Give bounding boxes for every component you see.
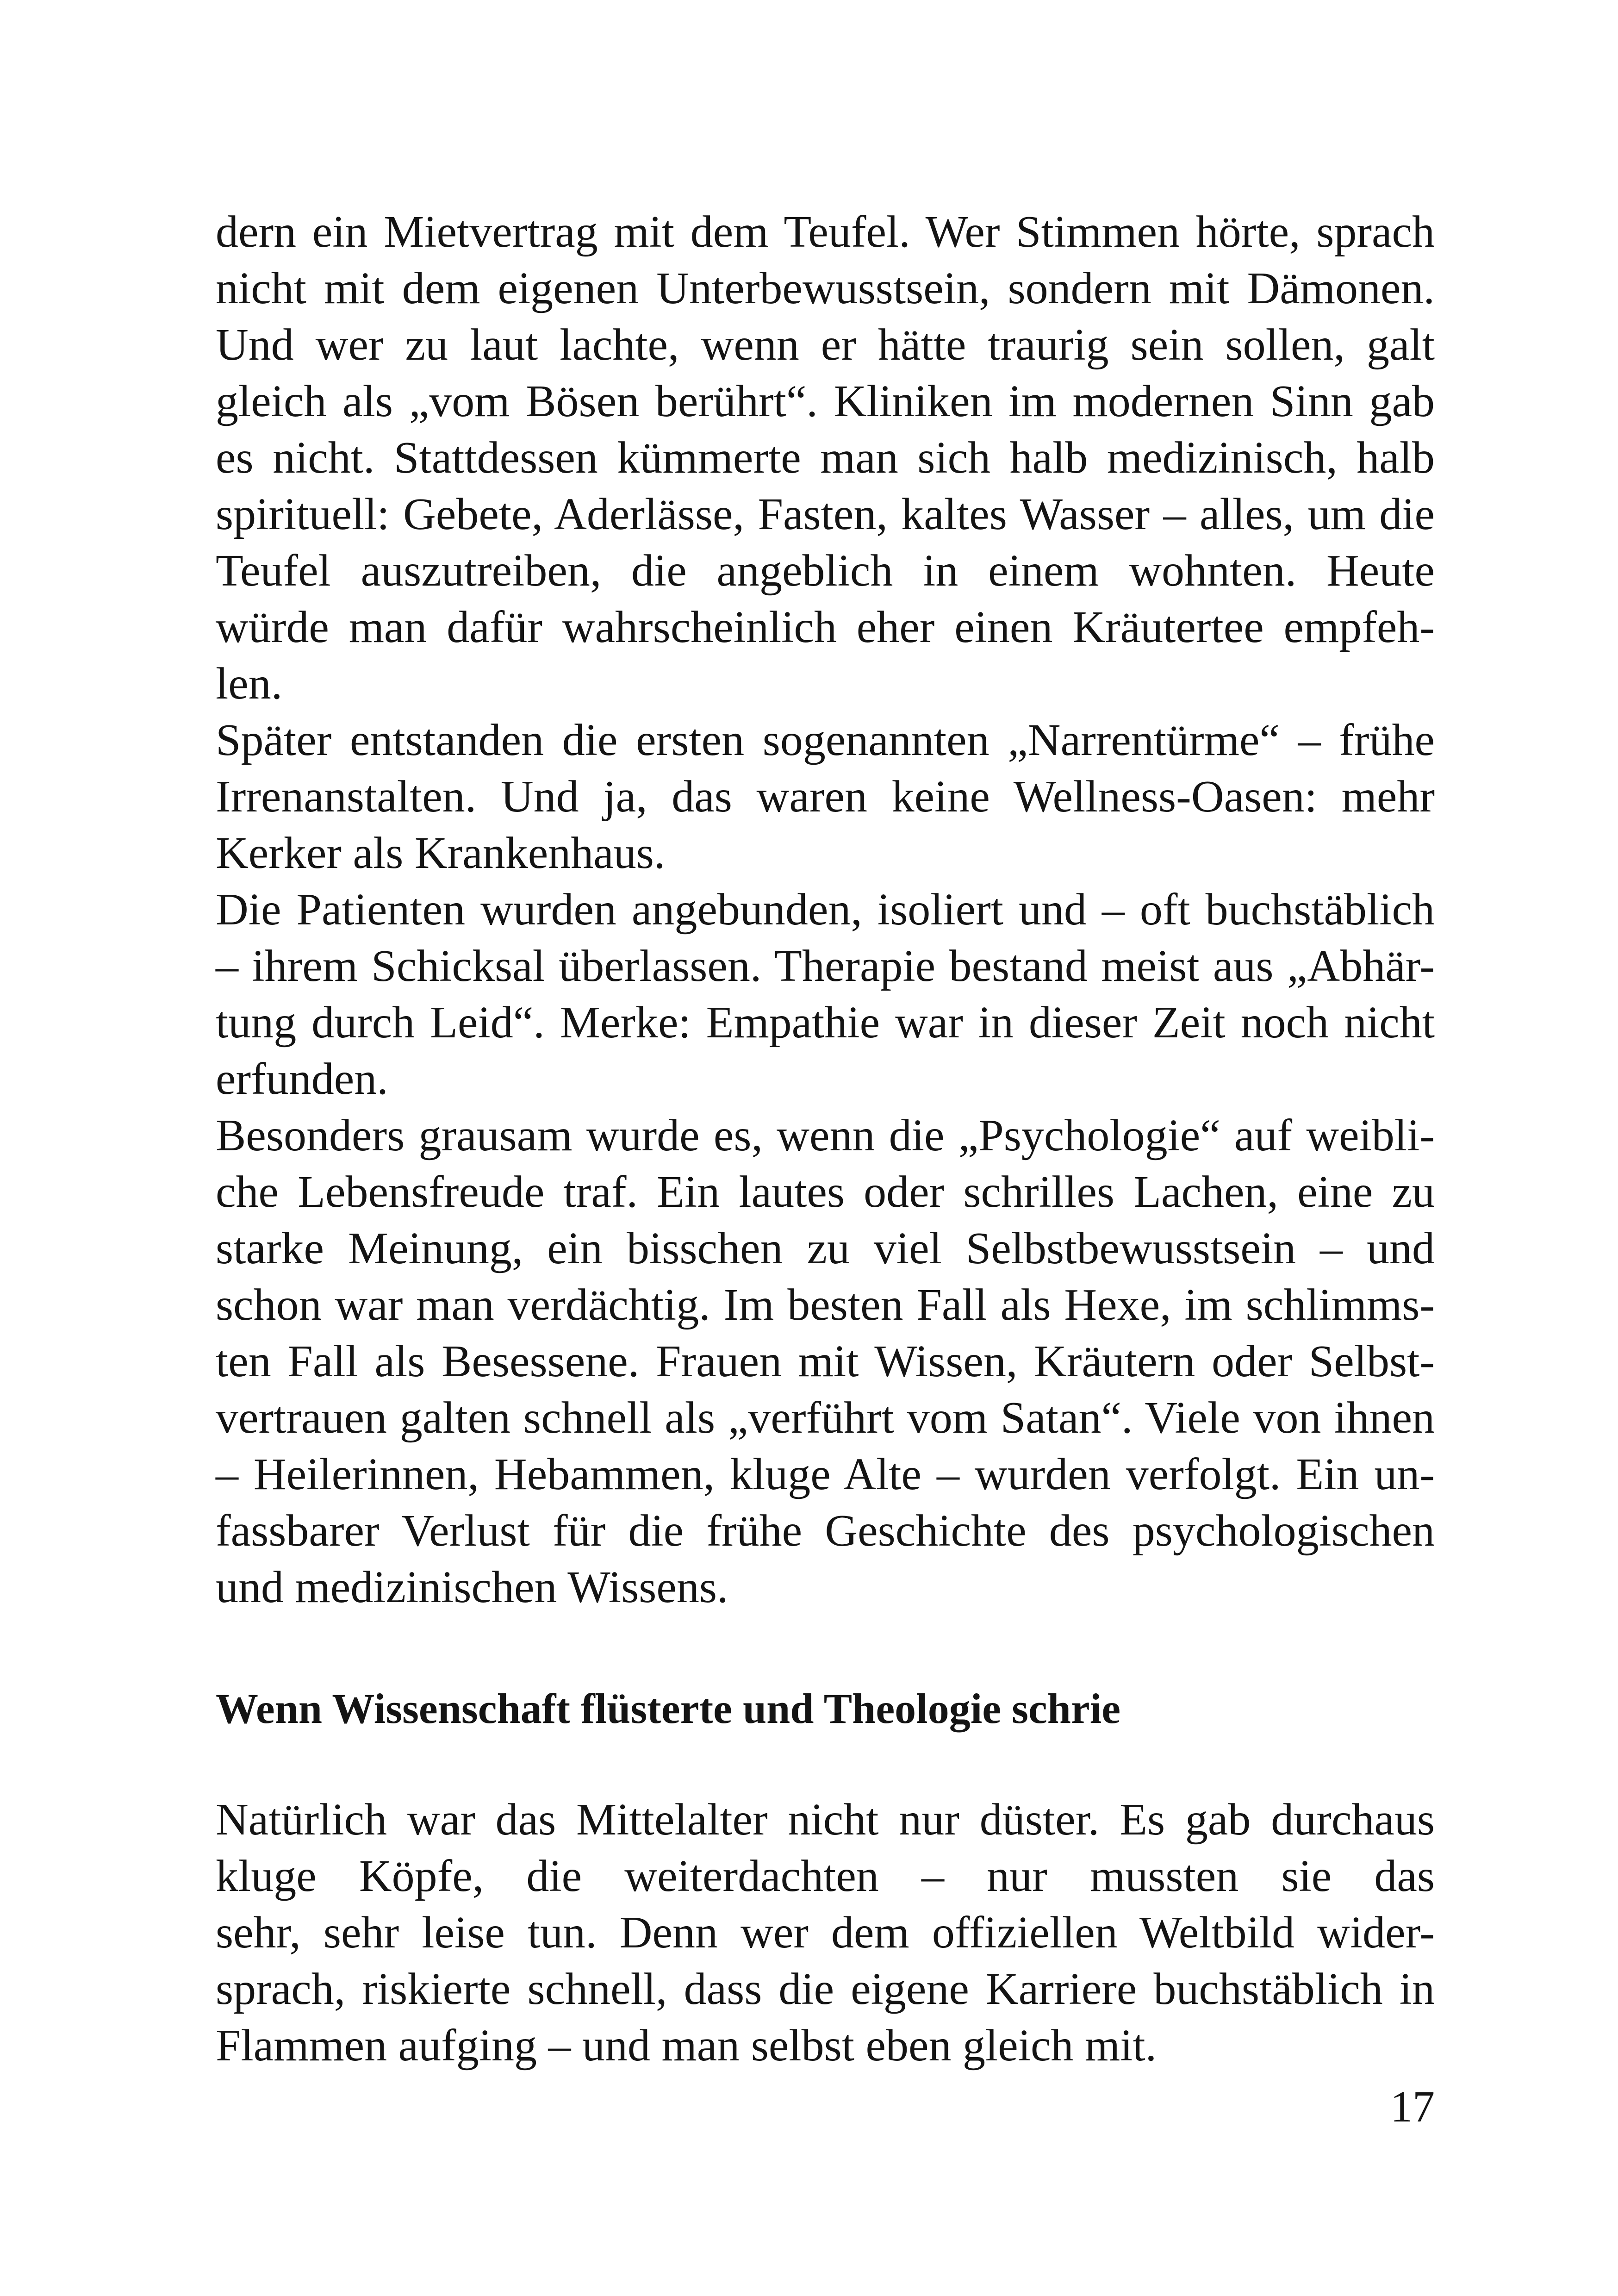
text-line: ten Fall als Besessene. Frauen mit Wissen, Kräutern oder Selbst- [216,1336,1435,1386]
text-line: Teufel auszutreiben, die angeblich in einem wohnten. Heute [216,546,1435,596]
text-line: Natürlich war das Mittelalter nicht nur düster. Es gab durchaus [216,1795,1435,1845]
text-line: gleich als „vom Bösen berührt“. Kliniken im modernen Sinn gab [216,376,1435,426]
paragraph [216,881,1435,1107]
text-line: dern ein Mietvertrag mit dem Teufel. Wer Stimmen hörte, sprach [216,207,1435,257]
text-line: che Lebensfreude traf. Ein lautes oder schrilles Lachen, eine zu [216,1167,1435,1217]
text-line: starke Meinung, ein bisschen zu viel Selbstbewusstsein – und [216,1223,1435,1273]
section-heading: Wenn Wissenschaft flüsterte und Theologie schrie [216,1685,1121,1732]
text-line: spirituell: Gebete, Aderlässe, Fasten, kaltes Wasser – alles, um die [216,489,1435,539]
body-text-section-1 [216,204,1435,1616]
text-line: vertrauen galten schnell als „verführt vom Satan“. Viele von ihnen [216,1393,1435,1443]
text-line: len. [216,659,283,709]
text-line: – ihrem Schicksal überlassen. Therapie bestand meist aus „Abhär- [216,941,1435,991]
text-line: – Heilerinnen, Hebammen, kluge Alte – wurden verfolgt. Ein un- [216,1449,1435,1499]
text-line: erfunden. [216,1054,388,1104]
page-number: 17 [1390,2082,1435,2131]
paragraph [216,204,1435,712]
text-line: sprach, riskierte schnell, dass die eigene Karriere buchstäblich in [216,1964,1435,2014]
text-line: tung durch Leid“. Merke: Empathie war in dieser Zeit noch nicht [216,998,1435,1048]
text-line: Die Patienten wurden angebunden, isoliert und – oft buchstäblich [216,885,1435,935]
text-line: Besonders grausam wurde es, wenn die „Psychologie“ auf weibli- [216,1111,1435,1160]
paragraph [216,1107,1435,1616]
text-line: schon war man verdächtig. Im besten Fall als Hexe, im schlimms- [216,1280,1435,1330]
text-line: sehr, sehr leise tun. Denn wer dem offiziellen Weltbild wider- [216,1908,1435,1958]
text-line: Flammen aufging – und man selbst eben gleich mit. [216,2021,1157,2071]
text-line: und medizinischen Wissens. [216,1562,728,1612]
text-line: Später entstanden die ersten sogenannten „Narrentürme“ – frühe [216,715,1435,765]
text-line: Und wer zu laut lachte, wenn er hätte traurig sein sollen, galt [216,320,1435,370]
text-line: Irrenanstalten. Und ja, das waren keine Wellness-Oasen: mehr [216,772,1435,822]
paragraph [216,1791,1435,2074]
text-line: nicht mit dem eigenen Unterbewusstsein, sondern mit Dämonen. [216,263,1435,313]
body-text-section-2 [216,1791,1435,2074]
paragraph [216,712,1435,881]
text-line: würde man dafür wahrscheinlich eher einen Kräutertee empfeh- [216,602,1435,652]
text-line: fassbarer Verlust für die frühe Geschichte des psychologischen [216,1506,1435,1556]
text-line: Kerker als Krankenhaus. [216,828,666,878]
text-line: es nicht. Stattdessen kümmerte man sich halb medizinisch, halb [216,433,1435,483]
text-line: kluge Köpfe, die weiterdachten – nur mussten sie das [216,1851,1435,1901]
